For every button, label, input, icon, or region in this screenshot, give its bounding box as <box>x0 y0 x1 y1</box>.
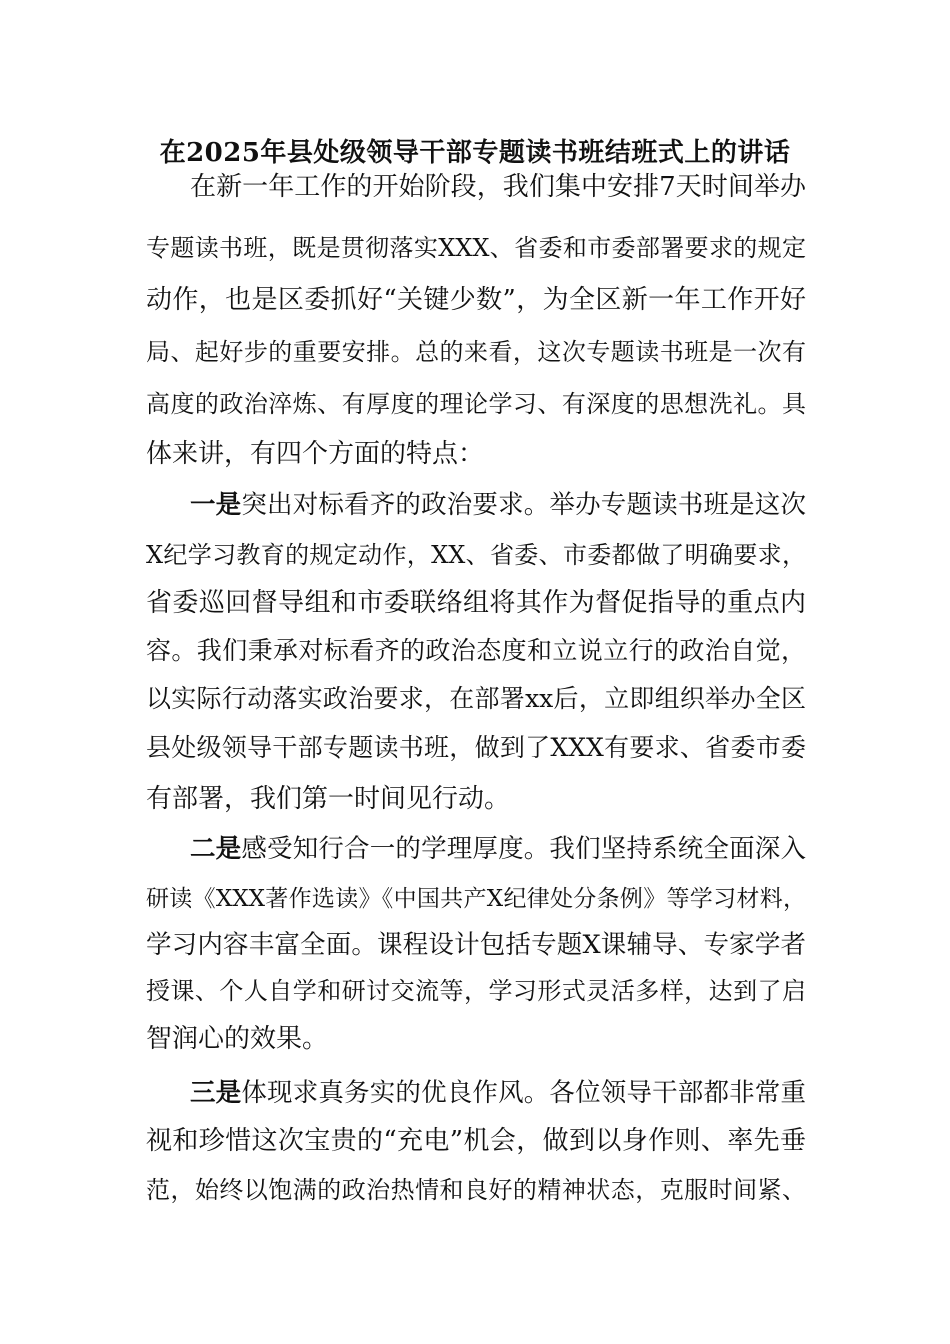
text-line: 专题读书班，既是贯彻落实XXX、省委和市委部署要求的规定 <box>146 234 806 262</box>
paragraph-lead: 三是 <box>190 1078 242 1108</box>
text-line: 以实际行动落实政治要求，在部署xx后，立即组织举办全区 <box>146 684 806 713</box>
paragraph-lead: 一是 <box>190 490 242 520</box>
text-line: 体来讲，有四个方面的特点： <box>146 439 485 469</box>
text-line-rest: 体现求真务实的优良作风。各位领导干部都非常重 <box>241 1078 806 1108</box>
text-line: 容。我们秉承对标看齐的政治态度和立说立行的政治自觉， <box>146 636 806 665</box>
paragraph-lead: 二是 <box>190 834 242 864</box>
text-line: 视和珍惜这次宝贵的“充电”机会，做到以身作则、率先垂 <box>146 1126 806 1156</box>
text-line <box>190 488 806 522</box>
text-line: 研读《XXX著作选读》《中国共产X纪律处分条例》等学习材料， <box>146 886 806 912</box>
text-line-rest: 感受知行合一的学理厚度。我们坚持系统全面深入 <box>241 834 806 864</box>
text-line <box>190 832 806 866</box>
text-line: 在新一年工作的开始阶段，我们集中安排7天时间举办 <box>190 172 806 202</box>
text-line: 范，始终以饱满的政治热情和良好的精神状态，克服时间紧、 <box>146 1176 806 1204</box>
text-line: 高度的政治淬炼、有厚度的理论学习、有深度的思想洗礼。具 <box>146 390 806 418</box>
text-line: 县处级领导干部专题读书班，做到了XXX有要求、省委市委 <box>146 733 806 762</box>
page-title: 在2025年县处级领导干部专题读书班结班式上的讲话 <box>159 138 791 168</box>
text-line: 智润心的效果。 <box>146 1024 329 1054</box>
text-line-rest: 突出对标看齐的政治要求。举办专题读书班是这次 <box>241 490 806 520</box>
text-line: 省委巡回督导组和市委联络组将其作为督促指导的重点内 <box>146 588 806 618</box>
text-line: 局、起好步的重要安排。总的来看，这次专题读书班是一次有 <box>146 338 806 366</box>
text-line: 有部署，我们第一时间见行动。 <box>146 784 511 814</box>
text-line <box>190 1076 806 1110</box>
text-line: X纪学习教育的规定动作，XX、省委、市委都做了明确要求， <box>146 541 806 569</box>
text-line: 动作，也是区委抓好“关键少数”，为全区新一年工作开好 <box>146 285 806 315</box>
text-line: 学习内容丰富全面。课程设计包括专题X课辅导、专家学者 <box>146 930 806 960</box>
text-line: 授课、个人自学和研讨交流等，学习形式灵活多样，达到了启 <box>146 977 806 1005</box>
